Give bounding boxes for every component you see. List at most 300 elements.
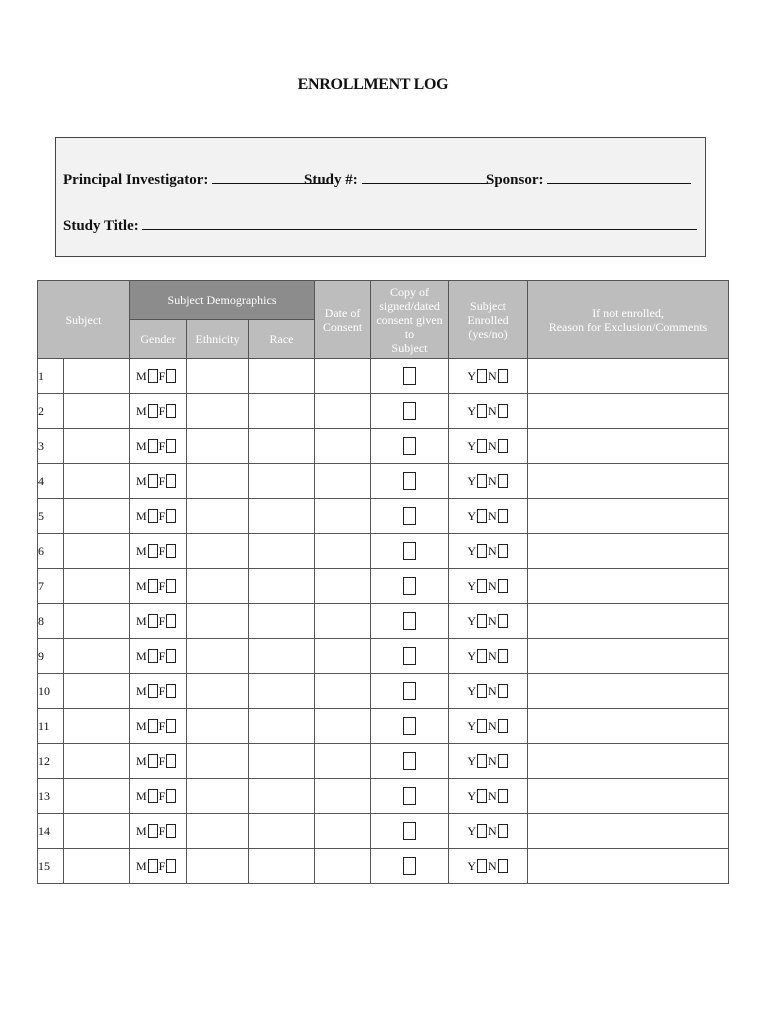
reason-cell[interactable] bbox=[528, 359, 729, 394]
enrolled-cell bbox=[449, 359, 528, 394]
copy-consent-checkbox[interactable] bbox=[403, 437, 416, 455]
copy-consent-checkbox[interactable] bbox=[403, 822, 416, 840]
enrolled-checkbox[interactable] bbox=[477, 579, 487, 593]
copy-consent-cell bbox=[371, 709, 449, 744]
gender-checkbox[interactable] bbox=[148, 439, 158, 453]
subject-id-cell[interactable] bbox=[64, 849, 130, 884]
gender-option-label: F bbox=[158, 508, 166, 523]
ethnicity-cell[interactable] bbox=[187, 674, 249, 709]
date-consent-cell[interactable] bbox=[315, 849, 371, 884]
gender-checkbox[interactable] bbox=[148, 579, 158, 593]
subject-id-cell[interactable] bbox=[64, 814, 130, 849]
enrolled-option-label: N bbox=[488, 613, 497, 628]
subject-id-cell[interactable] bbox=[64, 499, 130, 534]
enrolled-option-label: Y bbox=[467, 823, 477, 838]
enrolled-checkbox[interactable] bbox=[498, 824, 508, 838]
enrolled-checkbox[interactable] bbox=[498, 369, 508, 383]
enrolled-checkbox[interactable] bbox=[477, 544, 487, 558]
date-consent-cell[interactable] bbox=[315, 569, 371, 604]
gender-checkbox[interactable] bbox=[148, 824, 158, 838]
row-number: 5 bbox=[38, 499, 64, 534]
enrolled-checkbox[interactable] bbox=[477, 649, 487, 663]
enrolled-option-label: N bbox=[488, 648, 497, 663]
table-row bbox=[38, 674, 729, 709]
gender-option-label: M bbox=[136, 858, 147, 873]
enrolled-checkbox[interactable] bbox=[477, 824, 487, 838]
table-row bbox=[38, 779, 729, 814]
row-number: 4 bbox=[38, 464, 64, 499]
gender-cell bbox=[130, 604, 187, 639]
race-cell[interactable] bbox=[249, 779, 315, 814]
enrolled-option-label: N bbox=[488, 788, 497, 803]
gender-option-label: M bbox=[136, 543, 147, 558]
date-consent-cell[interactable] bbox=[315, 499, 371, 534]
table-row bbox=[38, 464, 729, 499]
gender-cell bbox=[130, 849, 187, 884]
gender-checkbox[interactable] bbox=[166, 614, 176, 628]
gender-checkbox[interactable] bbox=[148, 509, 158, 523]
gender-option-label: F bbox=[158, 823, 166, 838]
subject-id-cell[interactable] bbox=[64, 569, 130, 604]
table-row bbox=[38, 604, 729, 639]
table-row bbox=[38, 429, 729, 464]
copy-consent-cell bbox=[371, 534, 449, 569]
ethnicity-cell[interactable] bbox=[187, 394, 249, 429]
gender-cell bbox=[130, 814, 187, 849]
sponsor-label: Sponsor: bbox=[486, 172, 544, 188]
reason-cell[interactable] bbox=[528, 779, 729, 814]
enrolled-checkbox[interactable] bbox=[477, 404, 487, 418]
ethnicity-cell[interactable] bbox=[187, 429, 249, 464]
copy-consent-label-1: Copy of bbox=[390, 284, 430, 299]
copy-consent-checkbox[interactable] bbox=[403, 857, 416, 875]
gender-checkbox[interactable] bbox=[166, 649, 176, 663]
gender-cell bbox=[130, 639, 187, 674]
gender-checkbox[interactable] bbox=[148, 789, 158, 803]
study-title-field[interactable] bbox=[142, 215, 697, 230]
reason-header bbox=[528, 281, 729, 359]
gender-checkbox[interactable] bbox=[166, 474, 176, 488]
subject-id-cell[interactable] bbox=[64, 604, 130, 639]
row-number: 7 bbox=[38, 569, 64, 604]
subject-id-cell[interactable] bbox=[64, 709, 130, 744]
sponsor-field[interactable] bbox=[547, 169, 691, 184]
enrolled-checkbox[interactable] bbox=[477, 474, 487, 488]
gender-cell bbox=[130, 429, 187, 464]
date-consent-cell[interactable] bbox=[315, 429, 371, 464]
gender-option-label: M bbox=[136, 473, 147, 488]
copy-consent-cell bbox=[371, 429, 449, 464]
copy-consent-checkbox[interactable] bbox=[403, 787, 416, 805]
enrolled-checkbox[interactable] bbox=[498, 474, 508, 488]
copy-consent-checkbox[interactable] bbox=[403, 647, 416, 665]
enrolled-option-label: Y bbox=[467, 508, 477, 523]
study-title-line bbox=[63, 215, 697, 235]
race-cell[interactable] bbox=[249, 569, 315, 604]
enrolled-checkbox[interactable] bbox=[498, 614, 508, 628]
row-number: 8 bbox=[38, 604, 64, 639]
enrolled-checkbox[interactable] bbox=[498, 754, 508, 768]
reason-cell[interactable] bbox=[528, 569, 729, 604]
demographics-header-label: Subject Demographics bbox=[167, 293, 277, 307]
table-row bbox=[38, 534, 729, 569]
copy-consent-label-2: signed/dated bbox=[379, 298, 440, 313]
enrolled-option-label: N bbox=[488, 508, 497, 523]
table-row bbox=[38, 499, 729, 534]
copy-consent-checkbox[interactable] bbox=[403, 472, 416, 490]
row-number: 12 bbox=[38, 744, 64, 779]
subject-id-cell[interactable] bbox=[64, 639, 130, 674]
enrolled-checkbox[interactable] bbox=[498, 579, 508, 593]
race-cell[interactable] bbox=[249, 639, 315, 674]
enrolled-checkbox[interactable] bbox=[477, 859, 487, 873]
gender-cell bbox=[130, 709, 187, 744]
gender-option-label: F bbox=[158, 858, 166, 873]
ethnicity-cell[interactable] bbox=[187, 709, 249, 744]
race-cell[interactable] bbox=[249, 464, 315, 499]
gender-checkbox[interactable] bbox=[148, 754, 158, 768]
reason-cell[interactable] bbox=[528, 639, 729, 674]
subject-id-cell[interactable] bbox=[64, 464, 130, 499]
row-number: 15 bbox=[38, 849, 64, 884]
date-consent-cell[interactable] bbox=[315, 359, 371, 394]
gender-checkbox[interactable] bbox=[148, 544, 158, 558]
enrolled-checkbox[interactable] bbox=[498, 404, 508, 418]
date-consent-cell[interactable] bbox=[315, 779, 371, 814]
enrolled-option-label: N bbox=[488, 753, 497, 768]
table-row bbox=[38, 359, 729, 394]
study-number-line bbox=[304, 169, 488, 189]
ethnicity-cell[interactable] bbox=[187, 359, 249, 394]
gender-checkbox[interactable] bbox=[148, 649, 158, 663]
copy-consent-cell bbox=[371, 674, 449, 709]
gender-checkbox[interactable] bbox=[148, 719, 158, 733]
copy-consent-cell bbox=[371, 499, 449, 534]
enrolled-option-label: Y bbox=[467, 438, 477, 453]
table-row bbox=[38, 639, 729, 674]
reason-cell[interactable] bbox=[528, 429, 729, 464]
enrolled-option-label: N bbox=[488, 403, 497, 418]
study-info-box bbox=[55, 137, 706, 257]
race-cell[interactable] bbox=[249, 604, 315, 639]
gender-option-label: F bbox=[158, 613, 166, 628]
enrolled-cell bbox=[449, 534, 528, 569]
row-number: 11 bbox=[38, 709, 64, 744]
enrolled-option-label: Y bbox=[467, 718, 477, 733]
gender-checkbox[interactable] bbox=[148, 859, 158, 873]
date-consent-label-1: Date of bbox=[324, 305, 361, 320]
race-cell[interactable] bbox=[249, 674, 315, 709]
gender-checkbox[interactable] bbox=[166, 439, 176, 453]
date-consent-cell[interactable] bbox=[315, 674, 371, 709]
reason-cell[interactable] bbox=[528, 604, 729, 639]
enrollment-table bbox=[37, 280, 729, 884]
copy-consent-cell bbox=[371, 744, 449, 779]
ethnicity-header-label: Ethnicity bbox=[195, 332, 240, 346]
reason-label-2: Reason for Exclusion/Comments bbox=[548, 319, 708, 334]
enrolled-checkbox[interactable] bbox=[477, 754, 487, 768]
ethnicity-cell[interactable] bbox=[187, 779, 249, 814]
enrolled-cell bbox=[449, 849, 528, 884]
enrolled-checkbox[interactable] bbox=[477, 614, 487, 628]
date-consent-cell[interactable] bbox=[315, 814, 371, 849]
gender-checkbox[interactable] bbox=[148, 474, 158, 488]
race-cell[interactable] bbox=[249, 394, 315, 429]
enrolled-checkbox[interactable] bbox=[477, 369, 487, 383]
ethnicity-cell[interactable] bbox=[187, 744, 249, 779]
enrolled-option-label: N bbox=[488, 543, 497, 558]
date-consent-cell[interactable] bbox=[315, 639, 371, 674]
enrolled-option-label: Y bbox=[467, 473, 477, 488]
copy-consent-label-3: consent given to bbox=[376, 312, 443, 341]
gender-option-label: F bbox=[158, 543, 166, 558]
subject-id-cell[interactable] bbox=[64, 429, 130, 464]
gender-option-label: F bbox=[158, 578, 166, 593]
enrolled-label-1: Subject bbox=[470, 298, 507, 313]
copy-consent-cell bbox=[371, 639, 449, 674]
date-consent-header bbox=[315, 281, 371, 359]
gender-checkbox[interactable] bbox=[166, 509, 176, 523]
enrolled-label-3: (yes/no) bbox=[468, 326, 508, 341]
gender-option-label: M bbox=[136, 788, 147, 803]
race-cell[interactable] bbox=[249, 359, 315, 394]
ethnicity-cell[interactable] bbox=[187, 814, 249, 849]
copy-consent-checkbox[interactable] bbox=[403, 612, 416, 630]
subject-id-cell[interactable] bbox=[64, 779, 130, 814]
date-consent-cell[interactable] bbox=[315, 394, 371, 429]
pi-label: Principal Investigator: bbox=[63, 172, 209, 188]
enrolled-label-2: Enrolled bbox=[467, 312, 509, 327]
copy-consent-cell bbox=[371, 779, 449, 814]
enrolled-checkbox[interactable] bbox=[498, 684, 508, 698]
enrolled-cell bbox=[449, 429, 528, 464]
gender-checkbox[interactable] bbox=[148, 369, 158, 383]
gender-cell bbox=[130, 359, 187, 394]
copy-consent-label-4: Subject bbox=[391, 340, 428, 355]
gender-checkbox[interactable] bbox=[166, 404, 176, 418]
reason-cell[interactable] bbox=[528, 814, 729, 849]
gender-checkbox[interactable] bbox=[166, 859, 176, 873]
enrolled-checkbox[interactable] bbox=[498, 509, 508, 523]
enrolled-checkbox[interactable] bbox=[498, 544, 508, 558]
gender-option-label: F bbox=[158, 718, 166, 733]
demographics-header bbox=[130, 281, 315, 320]
gender-option-label: F bbox=[158, 473, 166, 488]
enrolled-option-label: Y bbox=[467, 858, 477, 873]
copy-consent-cell bbox=[371, 604, 449, 639]
gender-checkbox[interactable] bbox=[166, 719, 176, 733]
subject-id-cell[interactable] bbox=[64, 394, 130, 429]
date-consent-cell[interactable] bbox=[315, 534, 371, 569]
enrolled-checkbox[interactable] bbox=[477, 789, 487, 803]
enrolled-option-label: N bbox=[488, 473, 497, 488]
enrolled-option-label: Y bbox=[467, 403, 477, 418]
enrolled-option-label: Y bbox=[467, 543, 477, 558]
enrolled-checkbox[interactable] bbox=[498, 719, 508, 733]
copy-consent-checkbox[interactable] bbox=[403, 402, 416, 420]
row-number: 3 bbox=[38, 429, 64, 464]
date-consent-cell[interactable] bbox=[315, 464, 371, 499]
enrolled-checkbox[interactable] bbox=[477, 439, 487, 453]
row-number: 13 bbox=[38, 779, 64, 814]
sponsor-line bbox=[486, 169, 691, 189]
enrolled-option-label: N bbox=[488, 578, 497, 593]
enrolled-option-label: Y bbox=[467, 753, 477, 768]
enrolled-checkbox[interactable] bbox=[498, 649, 508, 663]
pi-line bbox=[63, 169, 328, 189]
reason-cell[interactable] bbox=[528, 674, 729, 709]
row-number: 1 bbox=[38, 359, 64, 394]
enrolled-checkbox[interactable] bbox=[498, 789, 508, 803]
reason-cell[interactable] bbox=[528, 464, 729, 499]
gender-option-label: M bbox=[136, 438, 147, 453]
enrolled-option-label: Y bbox=[467, 613, 477, 628]
table-row bbox=[38, 849, 729, 884]
gender-header bbox=[130, 320, 187, 359]
gender-checkbox[interactable] bbox=[166, 369, 176, 383]
gender-header-label: Gender bbox=[140, 332, 176, 346]
date-consent-cell[interactable] bbox=[315, 709, 371, 744]
reason-label-1: If not enrolled, bbox=[592, 305, 664, 320]
gender-option-label: M bbox=[136, 578, 147, 593]
copy-consent-cell bbox=[371, 394, 449, 429]
document-title: ENROLLMENT LOG bbox=[297, 76, 449, 93]
enrolled-cell bbox=[449, 779, 528, 814]
row-number: 10 bbox=[38, 674, 64, 709]
subject-id-cell[interactable] bbox=[64, 359, 130, 394]
enrolled-checkbox[interactable] bbox=[498, 439, 508, 453]
copy-consent-checkbox[interactable] bbox=[403, 577, 416, 595]
reason-cell[interactable] bbox=[528, 499, 729, 534]
gender-option-label: M bbox=[136, 823, 147, 838]
ethnicity-cell[interactable] bbox=[187, 639, 249, 674]
gender-cell bbox=[130, 779, 187, 814]
race-cell[interactable] bbox=[249, 709, 315, 744]
header-row-1 bbox=[38, 281, 729, 320]
gender-cell bbox=[130, 674, 187, 709]
race-cell[interactable] bbox=[249, 429, 315, 464]
table-row bbox=[38, 569, 729, 604]
copy-consent-checkbox[interactable] bbox=[403, 717, 416, 735]
copy-consent-cell bbox=[371, 464, 449, 499]
enrolled-cell bbox=[449, 464, 528, 499]
race-cell[interactable] bbox=[249, 849, 315, 884]
enrolled-checkbox[interactable] bbox=[477, 719, 487, 733]
ethnicity-cell[interactable] bbox=[187, 464, 249, 499]
table-row bbox=[38, 814, 729, 849]
gender-option-label: M bbox=[136, 683, 147, 698]
subject-header-label: Subject bbox=[65, 312, 102, 327]
enrolled-header bbox=[449, 281, 528, 359]
enrolled-cell bbox=[449, 709, 528, 744]
date-consent-cell[interactable] bbox=[315, 604, 371, 639]
subject-id-cell[interactable] bbox=[64, 674, 130, 709]
enrolled-option-label: Y bbox=[467, 648, 477, 663]
reason-cell[interactable] bbox=[528, 744, 729, 779]
enrolled-option-label: Y bbox=[467, 578, 477, 593]
reason-cell[interactable] bbox=[528, 534, 729, 569]
ethnicity-cell[interactable] bbox=[187, 604, 249, 639]
enrolled-checkbox[interactable] bbox=[498, 859, 508, 873]
copy-consent-checkbox[interactable] bbox=[403, 752, 416, 770]
enrolled-option-label: Y bbox=[467, 683, 477, 698]
gender-checkbox[interactable] bbox=[166, 754, 176, 768]
subject-id-cell[interactable] bbox=[64, 534, 130, 569]
gender-option-label: F bbox=[158, 403, 166, 418]
copy-consent-checkbox[interactable] bbox=[403, 542, 416, 560]
copy-consent-header bbox=[371, 281, 449, 359]
ethnicity-cell[interactable] bbox=[187, 569, 249, 604]
ethnicity-cell[interactable] bbox=[187, 534, 249, 569]
gender-cell bbox=[130, 464, 187, 499]
race-cell[interactable] bbox=[249, 744, 315, 779]
gender-checkbox[interactable] bbox=[148, 614, 158, 628]
study-number-field[interactable] bbox=[362, 169, 488, 184]
reason-cell[interactable] bbox=[528, 849, 729, 884]
race-cell[interactable] bbox=[249, 499, 315, 534]
date-consent-cell[interactable] bbox=[315, 744, 371, 779]
gender-option-label: F bbox=[158, 788, 166, 803]
gender-option-label: M bbox=[136, 368, 147, 383]
copy-consent-checkbox[interactable] bbox=[403, 507, 416, 525]
copy-consent-cell bbox=[371, 569, 449, 604]
gender-cell bbox=[130, 534, 187, 569]
row-number: 6 bbox=[38, 534, 64, 569]
enrolled-option-label: N bbox=[488, 368, 497, 383]
gender-option-label: M bbox=[136, 753, 147, 768]
copy-consent-checkbox[interactable] bbox=[403, 682, 416, 700]
enrolled-option-label: N bbox=[488, 858, 497, 873]
gender-checkbox[interactable] bbox=[148, 404, 158, 418]
gender-checkbox[interactable] bbox=[166, 544, 176, 558]
enrolled-cell bbox=[449, 394, 528, 429]
subject-id-cell[interactable] bbox=[64, 744, 130, 779]
date-consent-label-2: Consent bbox=[322, 319, 363, 334]
gender-checkbox[interactable] bbox=[166, 824, 176, 838]
enrolled-checkbox[interactable] bbox=[477, 684, 487, 698]
ethnicity-cell[interactable] bbox=[187, 849, 249, 884]
gender-option-label: M bbox=[136, 718, 147, 733]
gender-option-label: F bbox=[158, 368, 166, 383]
reason-cell[interactable] bbox=[528, 709, 729, 744]
row-number: 2 bbox=[38, 394, 64, 429]
study-title-label: Study Title: bbox=[63, 218, 139, 234]
enrolled-checkbox[interactable] bbox=[477, 509, 487, 523]
gender-cell bbox=[130, 569, 187, 604]
ethnicity-header bbox=[187, 320, 249, 359]
gender-option-label: F bbox=[158, 683, 166, 698]
gender-checkbox[interactable] bbox=[166, 579, 176, 593]
race-header-label: Race bbox=[269, 332, 294, 346]
row-number: 14 bbox=[38, 814, 64, 849]
enrolled-cell bbox=[449, 814, 528, 849]
gender-cell bbox=[130, 744, 187, 779]
enrolled-cell bbox=[449, 674, 528, 709]
enrolled-option-label: Y bbox=[467, 788, 477, 803]
gender-option-label: M bbox=[136, 403, 147, 418]
gender-option-label: M bbox=[136, 508, 147, 523]
race-cell[interactable] bbox=[249, 814, 315, 849]
gender-checkbox[interactable] bbox=[166, 789, 176, 803]
reason-cell[interactable] bbox=[528, 394, 729, 429]
ethnicity-cell[interactable] bbox=[187, 499, 249, 534]
gender-option-label: F bbox=[158, 753, 166, 768]
table-row bbox=[38, 709, 729, 744]
gender-checkbox[interactable] bbox=[166, 684, 176, 698]
copy-consent-checkbox[interactable] bbox=[403, 367, 416, 385]
gender-checkbox[interactable] bbox=[148, 684, 158, 698]
race-cell[interactable] bbox=[249, 534, 315, 569]
